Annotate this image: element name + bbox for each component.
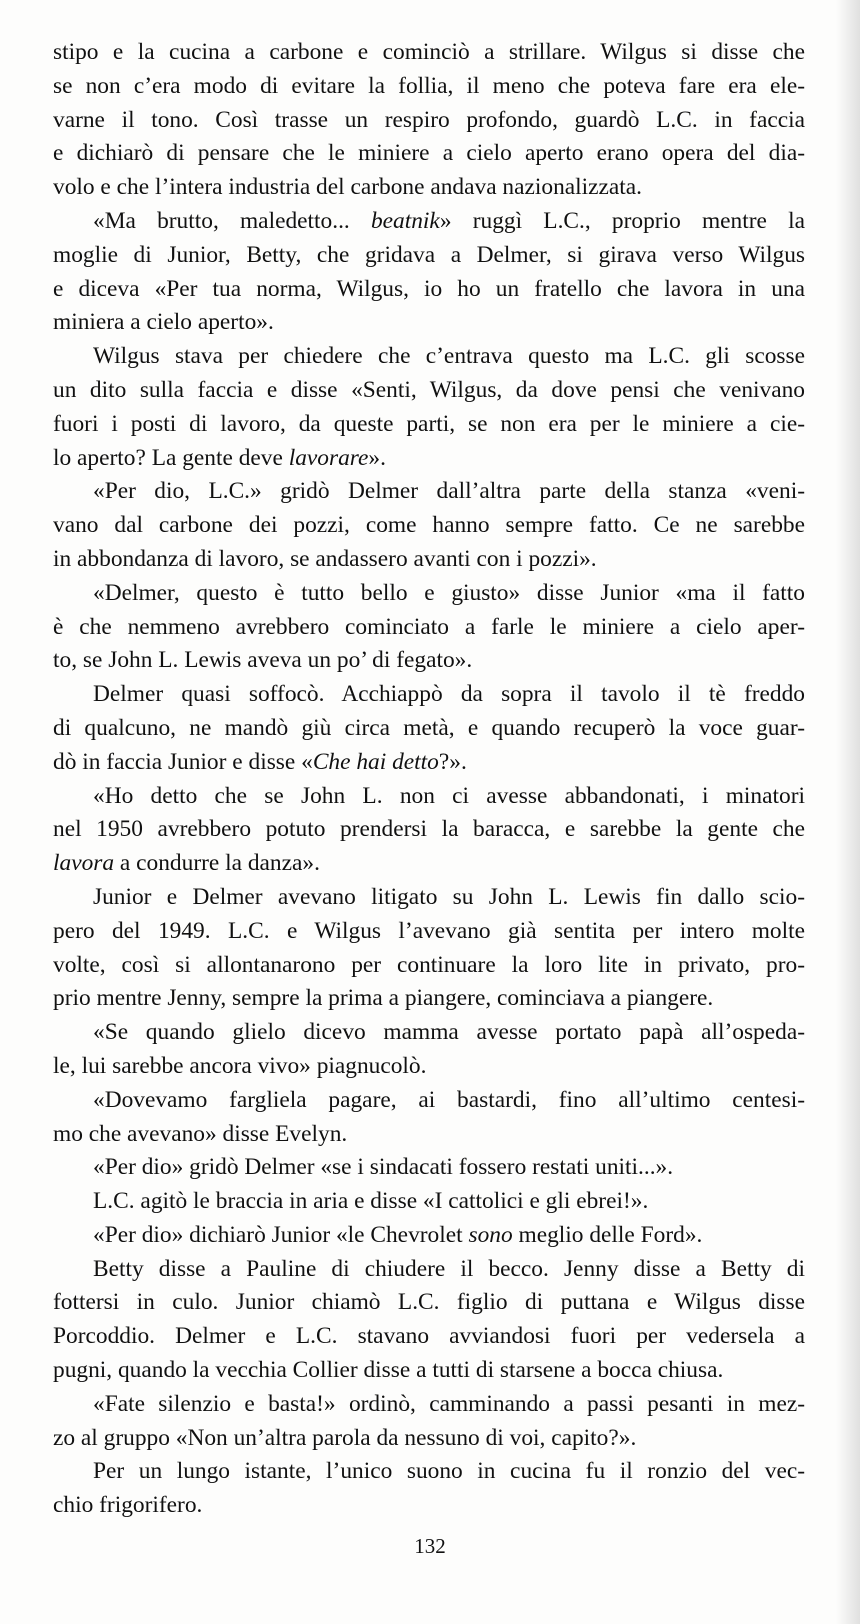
text-line: stipo e la cucina a carbone e cominciò a strillare. Wilgus si disse che: [53, 39, 805, 65]
text-line: «Per dio» dichiarò Junior «le Chevrolet sono meglio delle Ford».: [93, 1221, 703, 1248]
text-line: e diceva «Per tua norma, Wilgus, io ho un fratello che lavora in una: [53, 275, 805, 302]
text-line: volo e che l’intera industria del carbone andava nazionalizzata.: [53, 174, 643, 201]
text-line: «Per dio, L.C.» gridò Delmer dall’altra parte della stanza «veni-: [93, 478, 805, 505]
body-text: [53, 36, 805, 1523]
text-line: miniera a cielo aperto».: [53, 309, 274, 336]
text-line: Betty disse a Pauline di chiudere il becco. Jenny disse a Betty di: [93, 1255, 805, 1282]
page-edge-shadow: [836, 0, 860, 1624]
page-number: 132: [414, 1534, 446, 1558]
text-line: vano dal carbone dei pozzi, come hanno sempre fatto. Ce ne sarebbe: [53, 512, 805, 539]
text-line: volte, così si allontanarono per continuare la loro lite in privato, pro-: [53, 951, 805, 978]
text-line: lo aperto? La gente deve lavorare».: [53, 444, 386, 471]
text-line: Delmer quasi soffocò. Acchiappò da sopra il tavolo il tè freddo: [93, 681, 805, 708]
text-line: pero del 1949. L.C. e Wilgus l’avevano già sentita per intero molte: [53, 917, 805, 944]
text-line: in abbondanza di lavoro, se andassero avanti con i pozzi».: [53, 545, 597, 572]
text-line: prio mentre Jenny, sempre la prima a piangere, cominciava a piangere.: [53, 985, 714, 1012]
text-line: è che nemmeno avrebbero cominciato a farle le miniere a cielo aper-: [53, 613, 805, 640]
text-line: Per un lungo istante, l’unico suono in cucina fu il ronzio del vec-: [93, 1458, 805, 1485]
text-line: «Fate silenzio e basta!» ordinò, camminando a passi pesanti in mez-: [93, 1390, 805, 1417]
text-line: se non c’era modo di evitare la follia, il meno che poteva fare era ele-: [53, 72, 805, 99]
text-line: zo al gruppo «Non un’altra parola da nessuno di voi, capito?».: [53, 1424, 637, 1451]
text-line: lavora a condurre la danza».: [53, 850, 320, 877]
text-line: fuori i posti di lavoro, da queste parti, se non era per le miniere a cie-: [53, 410, 805, 437]
text-line: dò in faccia Junior e disse «Che hai detto?».: [53, 748, 467, 775]
text-line: Wilgus stava per chiedere che c’entrava questo ma L.C. gli scosse: [93, 343, 805, 370]
text-line: le, lui sarebbe ancora vivo» piagnucolò.: [53, 1052, 427, 1079]
text-line: «Delmer, questo è tutto bello e giusto» disse Junior «ma il fatto: [93, 579, 805, 606]
text-line: un dito sulla faccia e disse «Senti, Wilgus, da dove pensi che venivano: [53, 376, 805, 403]
text-line: nel 1950 avrebbero potuto prendersi la baracca, e sarebbe la gente che: [53, 816, 805, 843]
text-line: «Se quando glielo dicevo mamma avesse portato papà all’ospeda-: [93, 1019, 805, 1046]
text-line: di qualcuno, ne mandò giù circa metà, e quando recuperò la voce guar-: [53, 714, 805, 741]
text-line: Junior e Delmer avevano litigato su John L. Lewis fin dallo scio-: [93, 883, 805, 910]
text-line: «Per dio» gridò Delmer «se i sindacati fossero restati uniti...».: [93, 1154, 674, 1181]
text-line: «Ma brutto, maledetto... beatnik» ruggì L.C., proprio mentre la: [93, 207, 805, 234]
text-line: Porcoddio. Delmer e L.C. stavano avviandosi fuori per vedersela a: [53, 1323, 805, 1350]
text-line: mo che avevano» disse Evelyn.: [53, 1120, 348, 1147]
text-line: chio frigorifero.: [53, 1492, 203, 1519]
text-line: fottersi in culo. Junior chiamò L.C. figlio di puttana e Wilgus disse: [53, 1289, 805, 1316]
text-line: moglie di Junior, Betty, che gridava a Delmer, si girava verso Wilgus: [53, 241, 805, 268]
text-line: to, se John L. Lewis aveva un po’ di fegato».: [53, 647, 473, 674]
text-line: L.C. agitò le braccia in aria e disse «I cattolici e gli ebrei!».: [93, 1188, 649, 1215]
text-line: pugni, quando la vecchia Collier disse a tutti di starsene a bocca chiusa.: [53, 1357, 724, 1384]
text-line: varne il tono. Così trasse un respiro profondo, guardò L.C. in faccia: [53, 106, 805, 133]
text-line: e dichiarò di pensare che le miniere a cielo aperto erano opera del dia-: [53, 140, 805, 167]
text-line: «Dovevamo fargliela pagare, ai bastardi, fino all’ultimo centesi-: [93, 1086, 805, 1113]
text-line: «Ho detto che se John L. non ci avesse abbandonati, i minatori: [93, 782, 805, 809]
